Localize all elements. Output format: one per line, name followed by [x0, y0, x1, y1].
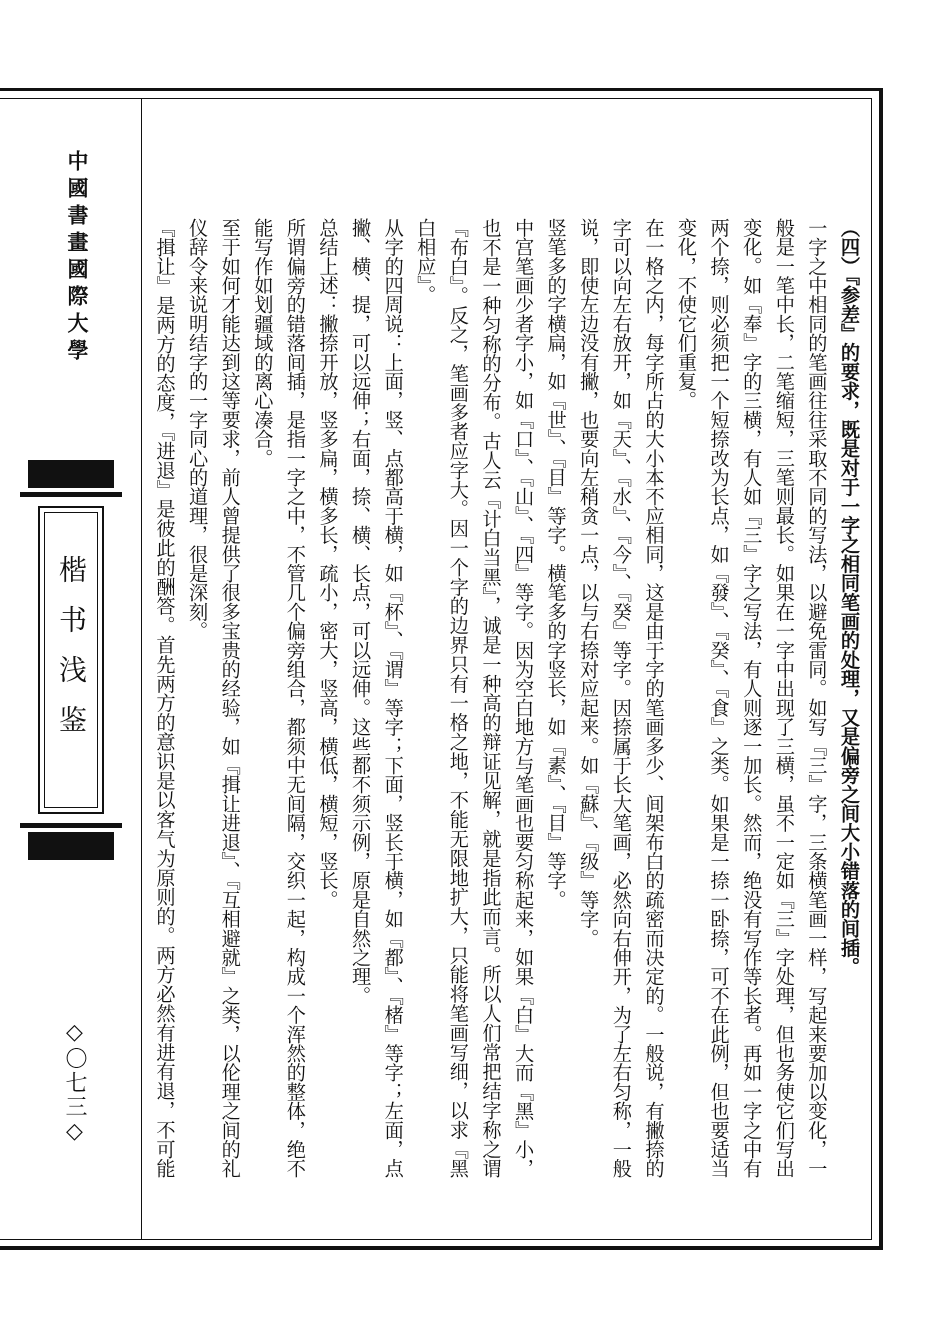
paragraph: 中宫笔画少者字小，如『口』、『山』、『四』等字。因为空白地方与笔画也要匀称起来，如果『白』大而『黑』小，也不是一种匀称的分布。古人云『计白当黑』，诚是一种高的辩证见解，就是指此而言。所以人们常把结字称之谓『布白』。反之，笔画多者应字大。因一个字的边界只有一格之地，不能无限地扩大，只能将笔画写细，以求『黑白相应』。 [414, 218, 536, 1178]
ornament-bottom-cap [28, 832, 114, 860]
paragraph: 至于如何才能达到这等要求，前人曾提供了很多宝贵的经验，如『揖让进退』、『互相避就』之类，以伦理之间的礼仪辞令来说明结字的一字同心的道理，很是深刻。 [186, 218, 242, 1178]
ornament-bottom-bar [20, 823, 122, 828]
section-heading: （四）『参差』的要求，既是对于一字之相同笔画的处理，又是偏旁之间大小错落的间插。 [838, 218, 861, 977]
paragraph: 所谓偏旁的错落间插，是指一字之中，不管几个偏旁组合，都须中无间隔，交织一起，构成一个浑然的整体，绝不能写作如划疆域的离心凑合。 [251, 218, 307, 1178]
main-text-body [150, 218, 865, 1178]
book-title-ornament [20, 460, 122, 860]
paragraph: 竖笔多的字横扁，如『世』、『目』等字。横笔多的字竖长，如『素』、『目』等字。 [544, 218, 568, 910]
ornament-top-bar [20, 492, 122, 497]
school-name: 中國書畫國際大學 [65, 150, 90, 366]
paragraph: 一字之中相同的笔画往往采取不同的写法，以避免雷同。如写『三』字，三条横笔画一样，写起来要加以变化，一般是一笔中长，二笔缩短，三笔则最长。如果在一字中出现了三横，虽不一定如『三』字处理，但也务使它们写出变化。如『奉』字的三横，有人如『三』字之写法，有人则逐一加长。然而，绝没有写作等长者。再如一字之中有两个捺，则必须把一个短捺改为长点，如『發』、『癸』、『食』之类。如果是一捺一卧捺，可不在此例，但也要适当变化，不使它们重复。 [675, 218, 829, 1178]
paragraph: 从字的四周说：上面，竖、点都高于横，如『杯』、『谓』等字；下面，竖长于横，如『都』、『楮』等字；左面，点撇、横、提，可以远伸；右面，捺、横、长点，可以远伸。这些都不须示例，原是自然之理。 [349, 218, 405, 1178]
page-number: ◇〇七三◇ [62, 1020, 87, 1146]
paragraph: 『揖让』是两方的态度，『进退』是彼此的酬答。首先两方的意识是以客气为原则的。两方必然有进有退，不可能 [153, 218, 177, 1178]
paragraph: 在一格之内，每字所占的大小本不应相同，这是由于字的笔画多少、间架布白的疏密而决定的。一般说，有撇捺的字可以向左右放开，如『天』、『水』、『今』、『癸』等字。因捺属于长大笔画，必然向右伸开，为了左右匀称，一般说，即使左边没有撇，也要向左稍贪一点，以与右捺对应起来。如『蘇』、『级』等字。 [577, 218, 666, 1178]
book-title: 楷书浅鉴 [55, 555, 88, 755]
ornament-top-cap [28, 460, 114, 488]
paragraph: 总结上述：撇捺开放，竖多扁，横多长，疏小，密大，竖高，横低，横短，竖长。 [316, 218, 340, 910]
